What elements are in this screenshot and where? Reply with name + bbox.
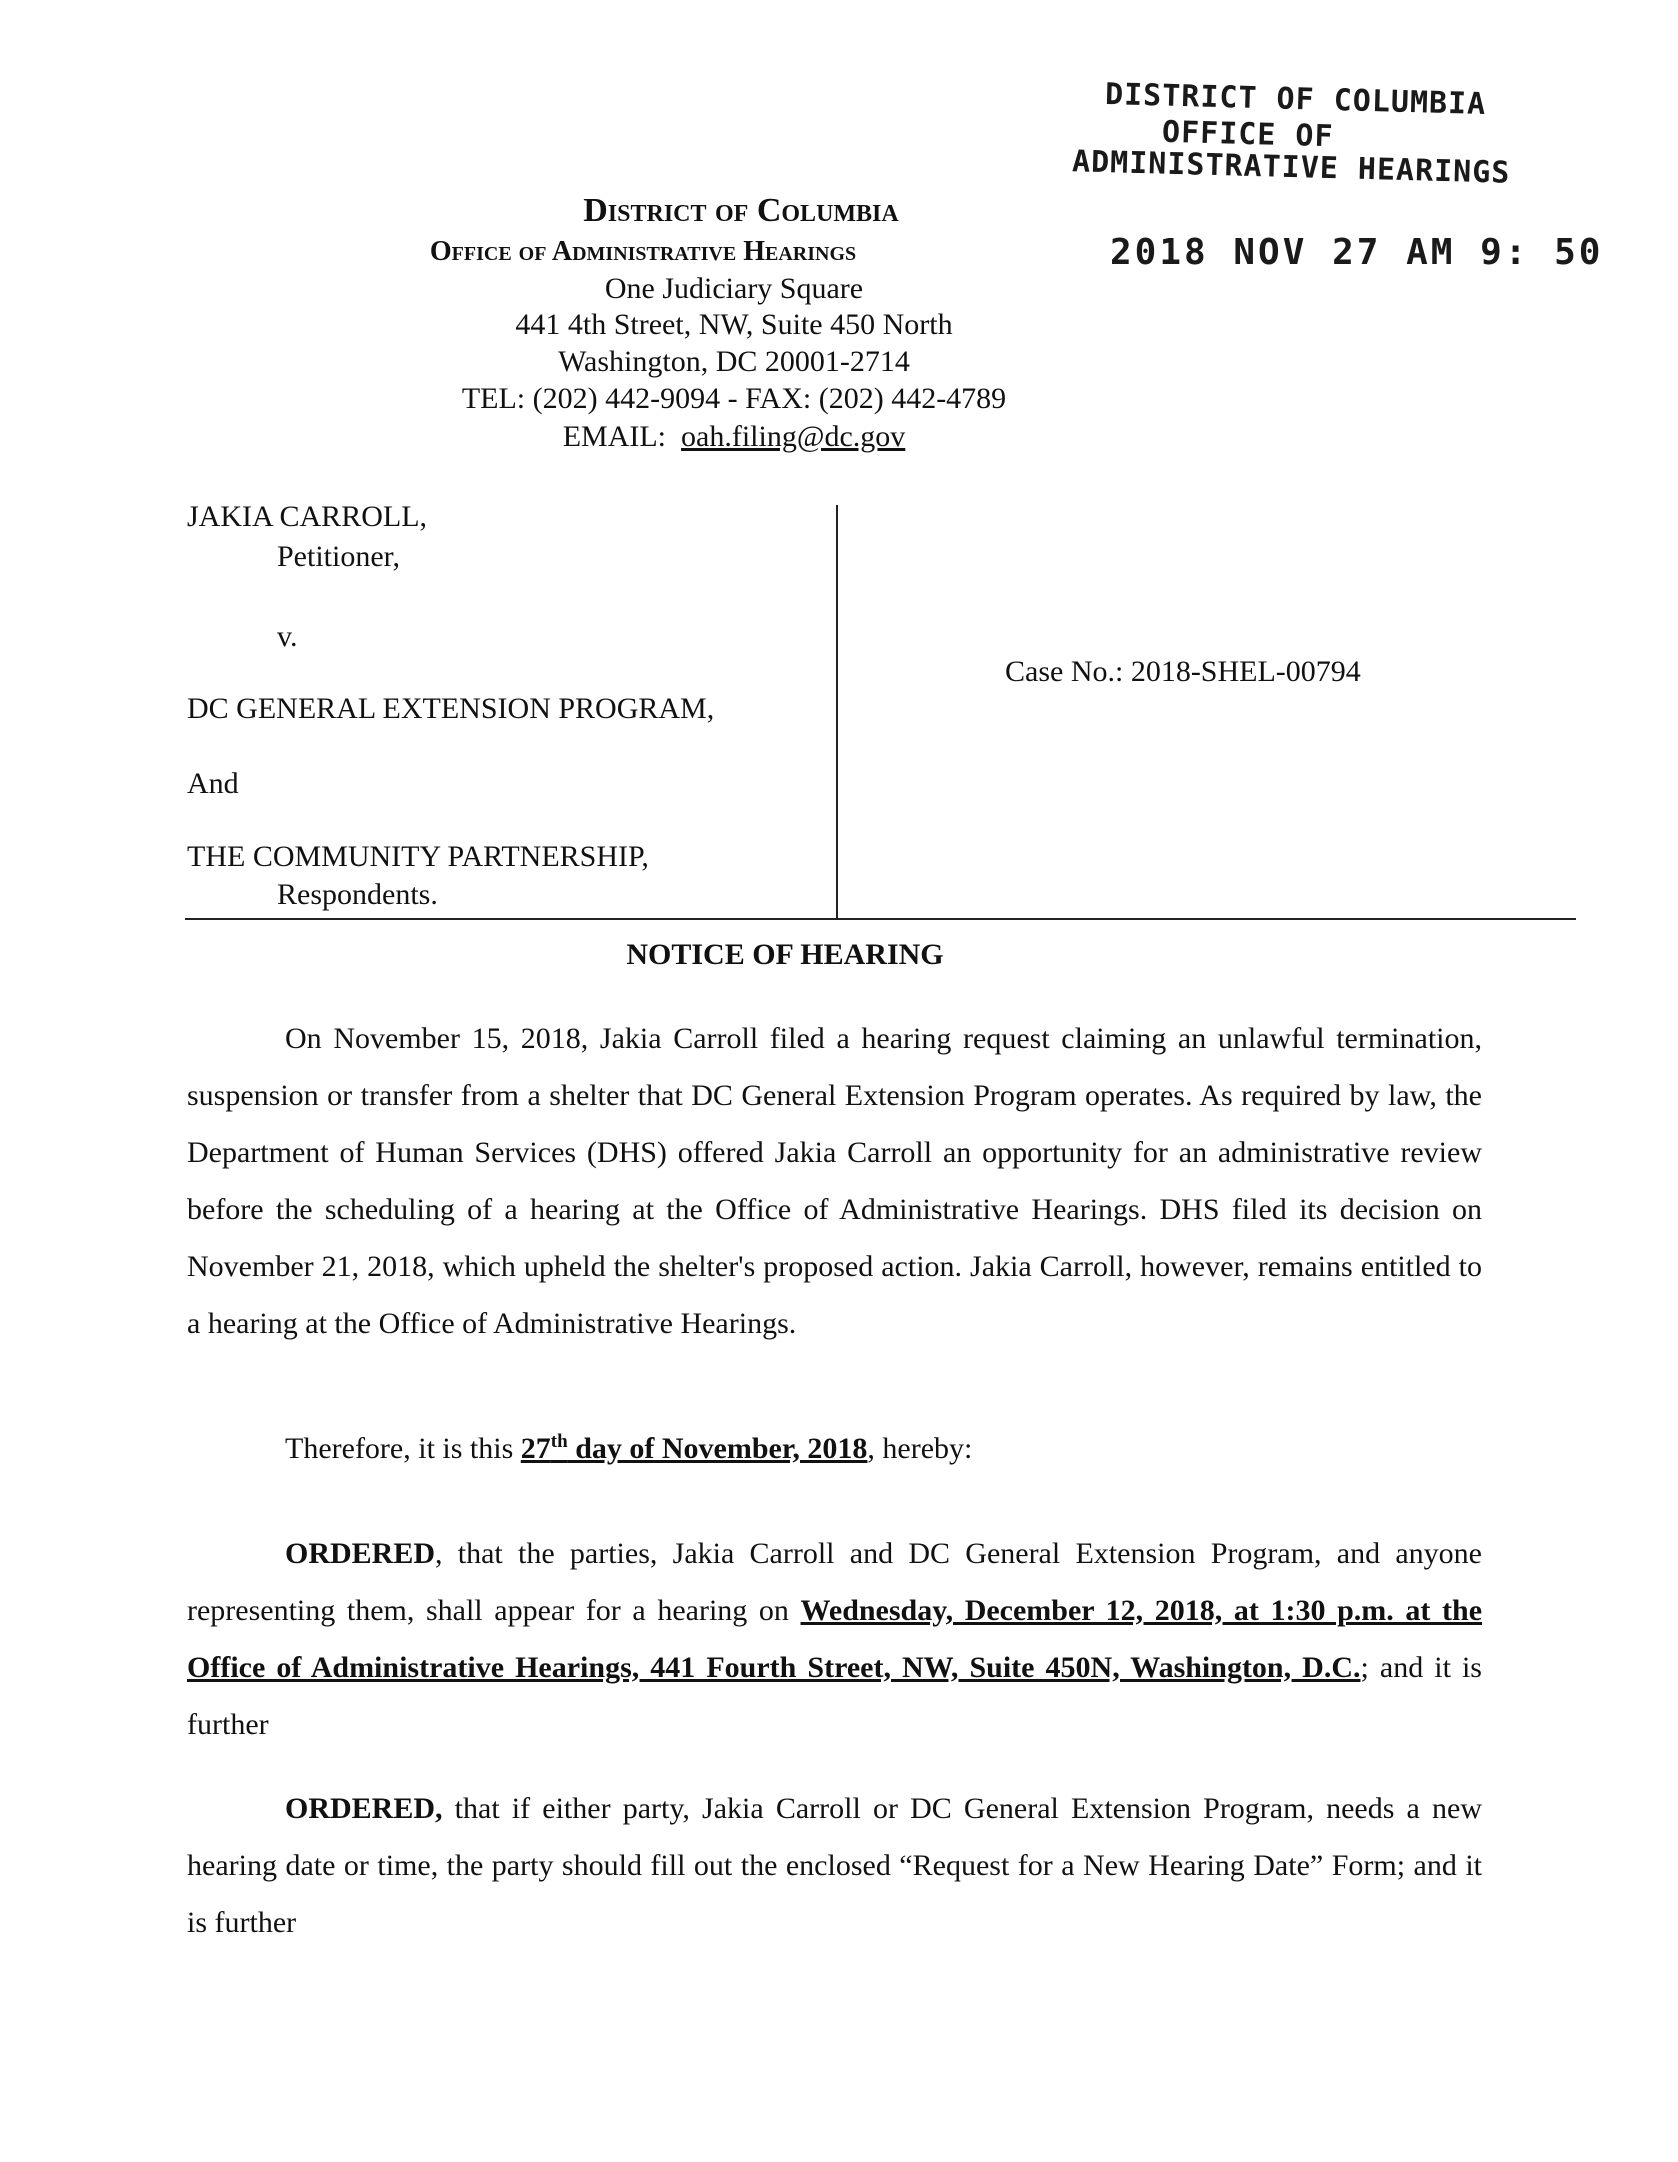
caption-bottom-rule bbox=[185, 918, 838, 920]
p3-post: ; and it is further bbox=[187, 1651, 1482, 1741]
paragraph-3 bbox=[187, 1525, 1482, 1753]
respondent-2: THE COMMUNITY PARTNERSHIP, bbox=[187, 840, 649, 873]
paragraph-1: On November 15, 2018, Jakia Carroll filed a hearing request claiming an unlawful termination, suspension or transfer from a shelter that DC General Extension Program operates. As required by law, the Department of Human Services (DHS) offered Jakia Carroll an opportunity for an administrative review before the scheduling of a hearing at the Office of Administrative Hearings. DHS filed its decision on November 21, 2018, which upheld the shelter's proposed action. Jakia Carroll, however, remains entitled to a hearing at the Office of Administrative Hearings. bbox=[187, 1022, 1482, 1340]
p3-ordered: ORDERED bbox=[285, 1537, 436, 1570]
paragraph-4 bbox=[187, 1780, 1482, 1951]
petitioner-name: JAKIA CARROLL, bbox=[187, 500, 428, 533]
p2-pre: Therefore, it is this bbox=[285, 1432, 521, 1465]
versus: v. bbox=[277, 620, 298, 653]
address-line-2: 441 4th Street, NW, Suite 450 North bbox=[515, 308, 953, 341]
phone-fax-line: TEL: (202) 442-9094 - FAX: (202) 442-4789 bbox=[461, 382, 1007, 415]
caption-bottom-rule-right bbox=[836, 918, 1576, 920]
stamp-line-1: DISTRICT OF COLUMBIA bbox=[1104, 77, 1487, 122]
case-number: Case No.: 2018-SHEL-00794 bbox=[1005, 655, 1361, 688]
respondents-role: Respondents. bbox=[277, 878, 438, 911]
conjunction: And bbox=[187, 767, 239, 800]
p2-date: 27th day of November, 2018 bbox=[520, 1431, 868, 1465]
office-name: Office of Administrative Hearings bbox=[429, 236, 857, 267]
stamp-date: 2018 NOV 27 AM 9: 50 bbox=[1110, 232, 1604, 273]
p3-hearing-details: Wednesday, December 12, 2018, at 1:30 p.m. at the Office of Administrative Hearings, 441 Fourth Street, NW, Suite 450N, Washington, D.C. bbox=[187, 1594, 1483, 1684]
notice-title: NOTICE OF HEARING bbox=[626, 938, 944, 971]
paragraph-2 bbox=[187, 1420, 1482, 1477]
caption-vertical-divider bbox=[836, 505, 838, 920]
stamp-line-2: OFFICE OF bbox=[1161, 114, 1334, 155]
stamp-line-3: ADMINISTRATIVE HEARINGS bbox=[1071, 144, 1511, 191]
respondent-1: DC GENERAL EXTENSION PROGRAM, bbox=[187, 692, 715, 725]
agency-name: District of Columbia bbox=[583, 192, 899, 229]
p2-post: , hereby: bbox=[867, 1432, 973, 1465]
p4-ordered: ORDERED, bbox=[285, 1792, 443, 1825]
address-line-3: Washington, DC 20001-2714 bbox=[558, 345, 910, 378]
petitioner-role: Petitioner, bbox=[277, 540, 400, 573]
p4-text: that if either party, Jakia Carroll or DC General Extension Program, needs a new hearing date or time, the party should fill out the enclosed “Request for a New Hearing Date” Form; and it is further bbox=[187, 1792, 1482, 1939]
email-label: EMAIL: bbox=[562, 420, 667, 453]
email-line bbox=[0, 420, 1573, 454]
address-line-1: One Judiciary Square bbox=[604, 272, 864, 305]
email-link[interactable]: oah.filing@dc.gov bbox=[681, 420, 906, 453]
p3-pre: , that the parties, Jakia Carroll and DC General Extension Program, and anyone representing them, shall appear for a hearing on bbox=[187, 1537, 1482, 1627]
